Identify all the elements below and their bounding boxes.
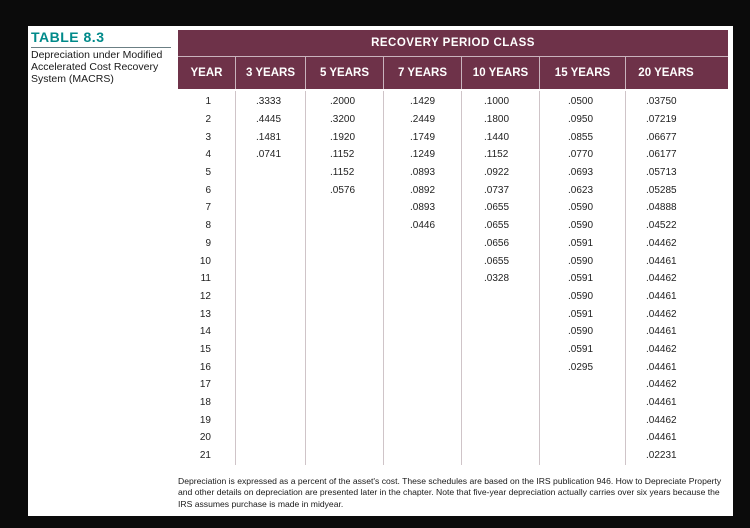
year-cell: 8 (205, 220, 211, 232)
rate-cell: .04461 (646, 361, 677, 373)
rate-cell: .04461 (646, 432, 677, 444)
schedule-column (236, 91, 306, 465)
year-cell: 14 (199, 326, 211, 338)
rate-cell: .04462 (646, 414, 677, 426)
rate-cell: .1152 (484, 149, 509, 161)
rate-cell: .04462 (646, 379, 677, 391)
rate-cell: .0950 (568, 114, 594, 126)
rate-cell: .1249 (410, 149, 436, 161)
rate-cell: .1481 (256, 131, 282, 143)
year-cell: 12 (199, 290, 211, 302)
title-divider (31, 47, 171, 48)
rate-cell: .0892 (410, 184, 436, 196)
rate-cell: .0693 (568, 167, 594, 179)
year-cell: 11 (200, 273, 211, 285)
column-header: 15 YEARS (540, 57, 626, 89)
schedule-column (626, 91, 706, 465)
schedule-column (540, 91, 626, 465)
rate-cell: .0893 (410, 167, 436, 179)
year-cell: 5 (205, 167, 211, 179)
year-column-header: YEAR (178, 57, 236, 89)
rate-cell: .0591 (568, 237, 594, 249)
rate-cell: .1152 (330, 167, 355, 179)
rate-cell: .0295 (568, 361, 594, 373)
rate-cell: .04461 (646, 255, 677, 267)
year-cell: 3 (205, 131, 211, 143)
rate-cell: .0893 (410, 202, 436, 214)
rate-cell: .05713 (646, 167, 677, 179)
year-cell: 6 (205, 184, 211, 196)
year-cell: 2 (205, 114, 211, 126)
rate-cell: .04462 (646, 273, 677, 285)
rate-cell: .1440 (484, 131, 510, 143)
table-caption: Depreciation under Modified Accelerated Cost Recovery System (MACRS) (31, 49, 163, 85)
rate-cell: .1920 (330, 131, 356, 143)
rate-cell: .0855 (568, 131, 594, 143)
rate-cell: .04462 (646, 237, 677, 249)
column-header: 10 YEARS (462, 57, 540, 89)
year-cell: 4 (205, 149, 211, 161)
rate-cell: .04462 (646, 308, 677, 320)
year-cell: 17 (199, 379, 211, 391)
rate-cell: .0655 (484, 202, 510, 214)
rate-cell: .0591 (568, 343, 594, 355)
schedule-column (306, 91, 384, 465)
year-cell: 15 (199, 343, 211, 355)
rate-cell: .0591 (568, 273, 594, 285)
rate-cell: .04522 (646, 220, 677, 232)
column-header-row (178, 57, 728, 89)
rate-cell: .04461 (646, 290, 677, 302)
rate-cell: .0741 (256, 149, 282, 161)
rate-cell: .0590 (568, 255, 594, 267)
rate-cell: .1000 (484, 96, 510, 108)
rate-cell: .02231 (646, 450, 677, 462)
rate-cell: .0655 (484, 220, 510, 232)
rate-cell: .0590 (568, 290, 594, 302)
year-cell: 9 (205, 237, 211, 249)
year-cell: 21 (199, 450, 211, 462)
group-header: RECOVERY PERIOD CLASS (178, 30, 728, 57)
macrs-table (178, 30, 728, 465)
rate-cell: .06677 (646, 131, 677, 143)
column-header: 20 YEARS (638, 67, 694, 79)
rate-cell: .07219 (646, 114, 677, 126)
rate-cell: .0656 (484, 237, 510, 249)
rate-cell: .1800 (484, 114, 510, 126)
rate-cell: .0576 (330, 184, 356, 196)
rate-cell: .0737 (484, 184, 510, 196)
rate-cell: .1152 (330, 149, 355, 161)
column-header: 3 YEARS (236, 57, 306, 89)
rate-cell: .0623 (568, 184, 594, 196)
rate-cell: .03750 (646, 96, 677, 108)
year-cell: 10 (199, 255, 211, 267)
rate-cell: .0590 (568, 202, 594, 214)
year-cell: 20 (199, 432, 211, 444)
footnote: Depreciation is expressed as a percent of the asset's cost. These schedules are based on the IRS publication 946. How to Depreciate Property and other details on depreciation are presented later in the chapter. Note that five-year depreciation actually carries over six years because the IRS assumes purchase is made in midyear. (178, 476, 722, 509)
rate-cell: .2449 (410, 114, 436, 126)
year-cell: 19 (199, 414, 211, 426)
rate-cell: .05285 (646, 184, 677, 196)
rate-cell: .0328 (484, 273, 510, 285)
year-cell: 18 (199, 397, 211, 409)
rate-cell: .0446 (410, 220, 436, 232)
rate-cell: .0500 (568, 96, 594, 108)
rate-cell: .04461 (646, 397, 677, 409)
schedule-column (462, 91, 540, 465)
year-cell: 16 (199, 361, 211, 373)
rate-cell: .1429 (410, 96, 436, 108)
year-cell: 1 (205, 96, 211, 108)
schedule-column (384, 91, 462, 465)
rate-cell: .0922 (484, 167, 510, 179)
year-cell: 7 (205, 202, 211, 214)
rate-cell: .3333 (256, 96, 282, 108)
rate-cell: .04461 (646, 326, 677, 338)
table-body (178, 91, 728, 465)
column-header: 5 YEARS (306, 57, 384, 89)
rate-cell: .0591 (568, 308, 594, 320)
rate-cell: .06177 (646, 149, 677, 161)
rate-cell: .0590 (568, 220, 594, 232)
rate-cell: .04888 (646, 202, 677, 214)
rate-cell: .2000 (330, 96, 356, 108)
rate-cell: .04462 (646, 343, 677, 355)
rate-cell: .0590 (568, 326, 594, 338)
year-cell: 13 (199, 308, 211, 320)
rate-cell: .0770 (568, 149, 594, 161)
table-number: TABLE 8.3 (31, 29, 105, 45)
rate-cell: .0655 (484, 255, 510, 267)
rate-cell: .1749 (410, 131, 436, 143)
rate-cell: .4445 (256, 114, 282, 126)
rate-cell: .3200 (330, 114, 356, 126)
column-header: 7 YEARS (384, 57, 462, 89)
document-frame (28, 26, 733, 516)
year-column (178, 91, 236, 465)
